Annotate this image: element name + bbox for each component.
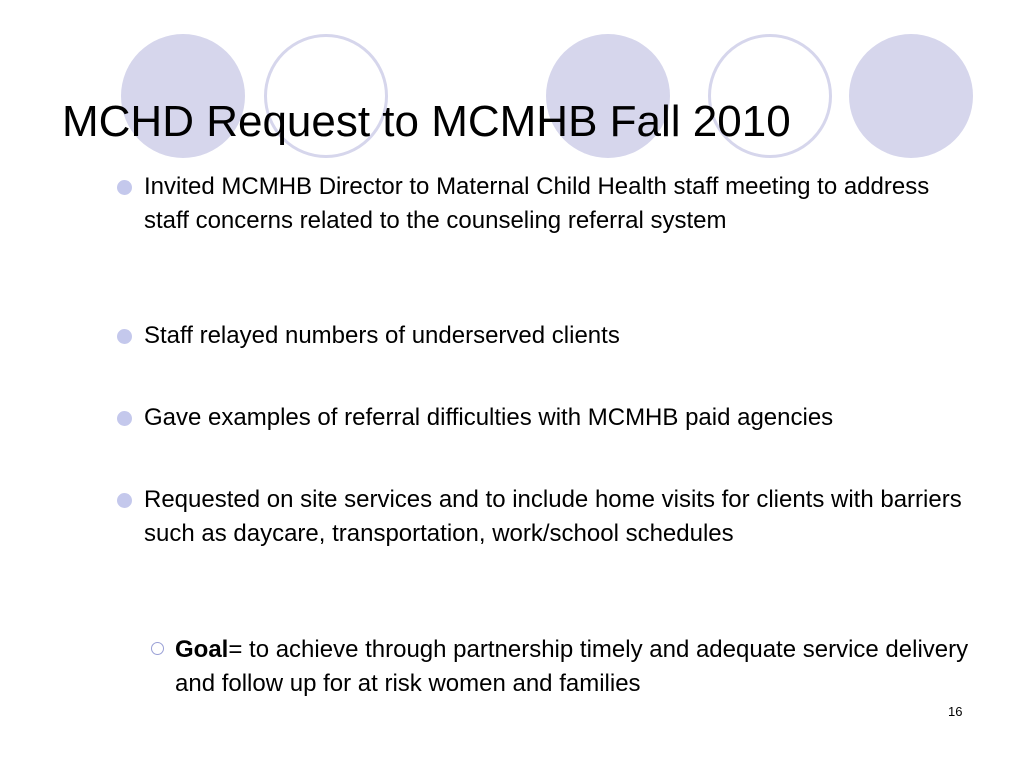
bullet-dot-icon xyxy=(117,411,132,426)
slide-title: MCHD Request to MCMHB Fall 2010 xyxy=(62,97,791,146)
bullet-item xyxy=(144,483,974,551)
bullet-text: Requested on site services and to include home visits for clients with barriers such as daycare, transportation, work/school schedules xyxy=(144,486,962,547)
page-number: 16 xyxy=(948,704,963,719)
bullet-text: Staff relayed numbers of underserved clients xyxy=(144,322,620,349)
bullet-dot-icon xyxy=(117,493,132,508)
goal-text: = to achieve through partnership timely and adequate service delivery and follow up for at risk women and families xyxy=(175,636,969,697)
bullet-text: Gave examples of referral difficulties with MCMHB paid agencies xyxy=(144,404,834,431)
bullet-item xyxy=(144,170,974,238)
bullet-dot-icon xyxy=(117,329,132,344)
goal-label: Goal xyxy=(175,636,229,663)
bullet-item xyxy=(144,319,974,353)
bullet-item xyxy=(144,401,974,435)
bullet-text: Invited MCMHB Director to Maternal Child Health staff meeting to address staff concerns related to the counseling referral system xyxy=(144,173,930,234)
ring-bullet-icon xyxy=(151,642,164,655)
sub-bullet-goal xyxy=(175,633,975,701)
bullet-dot-icon xyxy=(117,180,132,195)
